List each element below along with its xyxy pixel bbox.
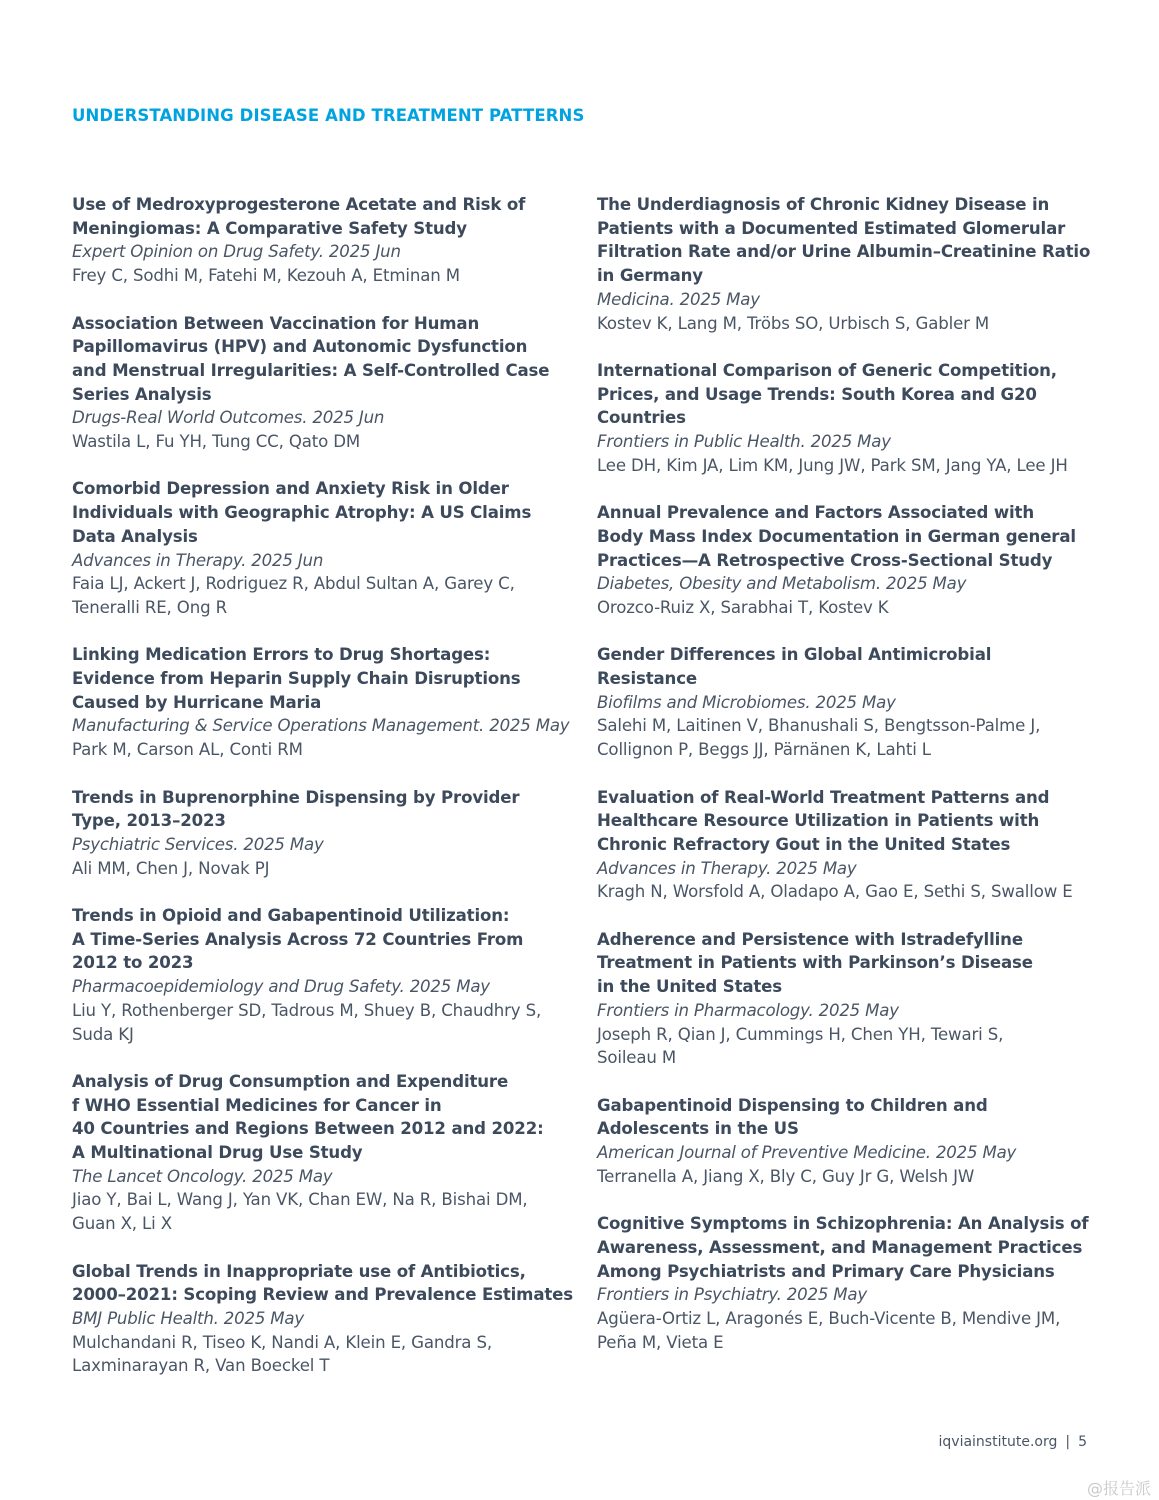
title-line: Gender Differences in Global Antimicrobial: [597, 645, 992, 665]
publication-title[interactable]: [597, 1094, 1097, 1141]
publication-title[interactable]: [597, 359, 1097, 430]
title-line: Practices—A Retrospective Cross-Sectional Study: [597, 550, 1053, 570]
publication-entry: [72, 312, 572, 454]
publication-title[interactable]: [72, 1260, 572, 1307]
title-line: in the United States: [597, 977, 783, 997]
authors-line: Kostev K, Lang M, Tröbs SO, Urbisch S, Gabler M: [597, 313, 990, 333]
authors-line: Orozco-Ruiz X, Sarabhai T, Kostev K: [597, 597, 889, 617]
publication-authors: [72, 738, 572, 762]
publication-entry: [597, 1212, 1097, 1354]
section-heading: UNDERSTANDING DISEASE AND TREATMENT PATTERNS: [72, 106, 585, 125]
title-line: International Comparison of Generic Competition,: [597, 360, 1057, 380]
page-footer: [939, 1434, 1087, 1450]
publication-title[interactable]: [72, 477, 572, 548]
authors-line: Suda KJ: [72, 1024, 134, 1044]
title-line: Caused by Hurricane Maria: [72, 692, 322, 712]
authors-line: Guan X, Li X: [72, 1214, 172, 1234]
title-line: 2012 to 2023: [72, 953, 194, 973]
right-column: [597, 193, 1097, 1378]
publication-authors: [597, 312, 1097, 336]
publication-journal: Pharmacoepidemiology and Drug Safety. 2025 May: [72, 977, 490, 997]
publication-journal: BMJ Public Health. 2025 May: [72, 1308, 304, 1328]
title-line: 40 Countries and Regions Between 2012 and 2022:: [72, 1119, 544, 1139]
publication-entry: [72, 1070, 572, 1236]
title-line: Use of Medroxyprogesterone Acetate and Risk of: [72, 195, 526, 214]
publication-authors: [72, 572, 572, 619]
title-line: Association Between Vaccination for Human: [72, 313, 480, 333]
authors-line: Soileau M: [597, 1048, 677, 1068]
title-line: Adolescents in the US: [597, 1119, 799, 1139]
title-line: 2000–2021: Scoping Review and Prevalence Estimates: [72, 1285, 573, 1305]
publication-authors: [597, 714, 1097, 761]
title-line: Global Trends in Inappropriate use of Antibiotics,: [72, 1261, 526, 1281]
publication-title[interactable]: [597, 501, 1097, 572]
publication-title[interactable]: [72, 786, 572, 833]
title-line: Data Analysis: [72, 526, 198, 546]
title-line: The Underdiagnosis of Chronic Kidney Disease in: [597, 195, 1050, 214]
authors-line: Lee DH, Kim JA, Lim KM, Jung JW, Park SM, Jang YA, Lee JH: [597, 455, 1068, 475]
title-line: Type, 2013–2023: [72, 811, 226, 831]
title-line: Awareness, Assessment, and Management Practices: [597, 1237, 1083, 1257]
title-line: Filtration Rate and/or Urine Albumin–Creatinine Ratio: [597, 242, 1091, 262]
authors-line: Wastila L, Fu YH, Tung CC, Qato DM: [72, 432, 361, 452]
title-line: Individuals with Geographic Atrophy: A US Claims: [72, 503, 532, 523]
footer-website[interactable]: iqviainstitute.org: [938, 1434, 1058, 1450]
title-line: Comorbid Depression and Anxiety Risk in Older: [72, 479, 509, 499]
title-line: Prices, and Usage Trends: South Korea and G20: [597, 384, 1037, 404]
title-line: Chronic Refractory Gout in the United States: [597, 834, 1011, 854]
page-number: 5: [1078, 1434, 1087, 1450]
publication-journal: Frontiers in Psychiatry. 2025 May: [597, 1285, 868, 1305]
publication-journal: Biofilms and Microbiomes. 2025 May: [597, 692, 896, 712]
title-line: f WHO Essential Medicines for Cancer in: [72, 1095, 442, 1115]
publication-authors: [597, 454, 1097, 478]
publication-entry: [597, 786, 1097, 905]
title-line: Healthcare Resource Utilization in Patients with: [597, 811, 1040, 831]
publication-entry: [72, 904, 572, 1046]
title-line: Papillomavirus (HPV) and Autonomic Dysfunction: [72, 337, 528, 357]
publication-title[interactable]: [597, 643, 1097, 690]
publication-authors: [72, 999, 572, 1046]
title-line: Adherence and Persistence with Istradefylline: [597, 929, 1023, 949]
title-line: Trends in Opioid and Gabapentinoid Utilization:: [72, 906, 510, 926]
authors-line: Peña M, Vieta E: [597, 1332, 724, 1352]
publication-authors: [597, 1023, 1097, 1070]
publication-journal: Advances in Therapy. 2025 May: [597, 858, 857, 878]
authors-line: Agüera-Ortiz L, Aragonés E, Buch-Vicente B, Mendive JM,: [597, 1308, 1061, 1328]
publication-authors: [597, 1165, 1097, 1189]
publication-authors: [72, 1188, 572, 1235]
publication-journal: Advances in Therapy. 2025 Jun: [72, 550, 324, 570]
publication-title[interactable]: [72, 643, 572, 714]
publication-entry: [72, 193, 572, 288]
title-line: A Time-Series Analysis Across 72 Countries From: [72, 929, 524, 949]
authors-line: Kragh N, Worsfold A, Oladapo A, Gao E, Sethi S, Swallow E: [597, 882, 1073, 902]
watermark: @报告派: [1086, 1479, 1151, 1498]
publication-title[interactable]: [597, 928, 1097, 999]
title-line: Linking Medication Errors to Drug Shortages:: [72, 645, 491, 665]
publication-entry: [72, 643, 572, 762]
publication-entry: [597, 193, 1097, 335]
publication-entry: [597, 501, 1097, 620]
publication-journal: Expert Opinion on Drug Safety. 2025 Jun: [72, 242, 401, 262]
title-line: Treatment in Patients with Parkinson’s Disease: [597, 953, 1033, 973]
publication-journal: The Lancet Oncology. 2025 May: [72, 1166, 333, 1186]
publication-journal: Medicina. 2025 May: [597, 289, 760, 309]
publication-title[interactable]: [597, 1212, 1097, 1283]
publication-journal: Psychiatric Services. 2025 May: [72, 834, 324, 854]
title-line: Meningiomas: A Comparative Safety Study: [72, 218, 467, 238]
title-line: Gabapentinoid Dispensing to Children and: [597, 1095, 988, 1115]
publication-title[interactable]: [72, 193, 572, 240]
footer-separator: |: [1065, 1434, 1071, 1450]
publication-title[interactable]: [597, 193, 1097, 288]
authors-line: Terranella A, Jiang X, Bly C, Guy Jr G, Welsh JW: [597, 1166, 975, 1186]
authors-line: Frey C, Sodhi M, Fatehi M, Kezouh A, Etminan M: [72, 266, 460, 286]
publication-authors: [72, 264, 572, 288]
publication-authors: [597, 1307, 1097, 1354]
title-line: Cognitive Symptoms in Schizophrenia: An Analysis of: [597, 1214, 1089, 1234]
publication-journal: Frontiers in Pharmacology. 2025 May: [597, 1000, 899, 1020]
publication-authors: [72, 857, 572, 881]
authors-line: Laxminarayan R, Van Boeckel T: [72, 1356, 330, 1376]
publication-journal: American Journal of Preventive Medicine. 2025 May: [597, 1143, 1017, 1163]
title-line: Evidence from Heparin Supply Chain Disruptions: [72, 669, 521, 689]
title-line: Resistance: [597, 669, 698, 689]
publication-entry: [72, 786, 572, 881]
authors-line: Teneralli RE, Ong R: [72, 597, 227, 617]
title-line: A Multinational Drug Use Study: [72, 1143, 363, 1163]
left-column: [72, 193, 572, 1402]
publication-entry: [72, 477, 572, 619]
publication-entry: [72, 1260, 572, 1379]
publication-authors: [597, 880, 1097, 904]
publication-title[interactable]: [72, 1070, 572, 1165]
title-line: Series Analysis: [72, 384, 212, 404]
title-line: Trends in Buprenorphine Dispensing by Provider: [72, 787, 520, 807]
publication-authors: [72, 430, 572, 454]
publication-journal: Drugs-Real World Outcomes. 2025 Jun: [72, 408, 385, 428]
publication-entry: [597, 359, 1097, 478]
authors-line: Mulchandani R, Tiseo K, Nandi A, Klein E, Gandra S,: [72, 1332, 492, 1352]
title-line: and Menstrual Irregularities: A Self-Controlled Case: [72, 360, 550, 380]
authors-line: Collignon P, Beggs JJ, Pärnänen K, Lahti L: [597, 740, 931, 760]
title-line: in Germany: [597, 266, 703, 286]
authors-line: Park M, Carson AL, Conti RM: [72, 740, 303, 760]
publication-journal: Frontiers in Public Health. 2025 May: [597, 432, 891, 452]
publication-title[interactable]: [72, 904, 572, 975]
title-line: Patients with a Documented Estimated Glomerular: [597, 218, 1066, 238]
publication-authors: [72, 1331, 572, 1378]
authors-line: Joseph R, Qian J, Cummings H, Chen YH, Tewari S,: [597, 1024, 1004, 1044]
publication-journal: Diabetes, Obesity and Metabolism. 2025 May: [597, 574, 967, 594]
publication-authors: [597, 596, 1097, 620]
title-line: Annual Prevalence and Factors Associated with: [597, 503, 1034, 523]
authors-line: Salehi M, Laitinen V, Bhanushali S, Bengtsson-Palme J,: [597, 716, 1041, 736]
title-line: Among Psychiatrists and Primary Care Physicians: [597, 1261, 1055, 1281]
publication-entry: [597, 928, 1097, 1070]
publication-entry: [597, 1094, 1097, 1189]
title-line: Analysis of Drug Consumption and Expenditure: [72, 1071, 509, 1091]
title-line: Body Mass Index Documentation in German general: [597, 526, 1076, 546]
authors-line: Faia LJ, Ackert J, Rodriguez R, Abdul Sultan A, Garey C,: [72, 574, 515, 594]
authors-line: Liu Y, Rothenberger SD, Tadrous M, Shuey B, Chaudhry S,: [72, 1000, 542, 1020]
authors-line: Jiao Y, Bai L, Wang J, Yan VK, Chan EW, Na R, Bishai DM,: [72, 1190, 528, 1210]
publication-title[interactable]: [597, 786, 1097, 857]
title-line: Evaluation of Real-World Treatment Patterns and: [597, 787, 1050, 807]
publication-entry: [597, 643, 1097, 762]
title-line: Countries: [597, 408, 686, 428]
authors-line: Ali MM, Chen J, Novak PJ: [72, 858, 270, 878]
publication-journal: Manufacturing & Service Operations Management. 2025 May: [72, 716, 570, 736]
publication-title[interactable]: [72, 312, 572, 407]
